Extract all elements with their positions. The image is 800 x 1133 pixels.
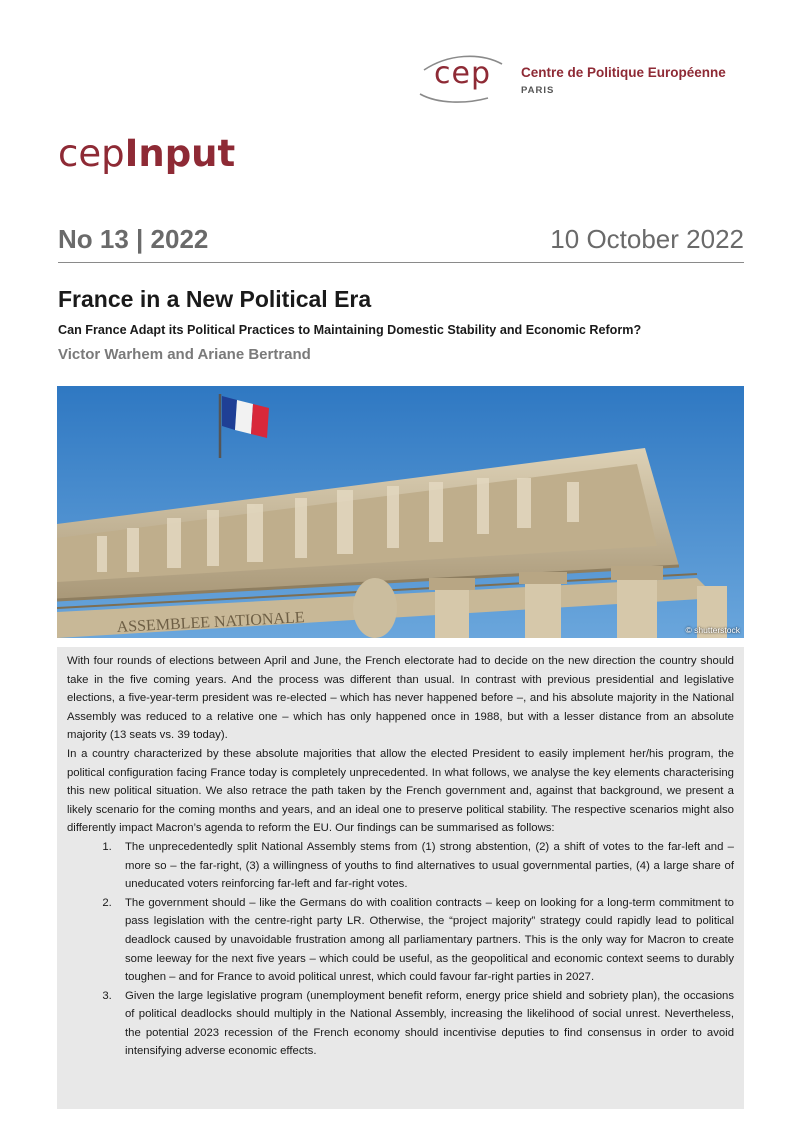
article-authors: Victor Warhem and Ariane Bertrand xyxy=(58,346,311,363)
issue-date: 10 October 2022 xyxy=(550,224,744,254)
brand-suffix: Input xyxy=(124,132,236,175)
inscription-text: ASSEMBLEE NATIONALE xyxy=(116,609,305,636)
hero-image xyxy=(57,386,744,638)
finding-item: 2. The government should – like the Germans do with coalition contracts – keep on looking for a long-term commitment to pass legislation with the centre-right party LR. Otherwise, the “project majority” strategy could rapidly lead to political deadlock caused by unavoidable frustration among all parliamentary partners. This is the only way for Macron to create some leeway for the next five years – which could be useful, as the geopolitical and economic context seems to durably toughen – and for France to avoid political unrest, which could favour far-right parties in 2027. xyxy=(115,894,734,987)
issue-number: No 13 | 2022 xyxy=(58,224,209,254)
findings-list xyxy=(67,838,734,1061)
org-name: Centre de Politique Européenne xyxy=(521,65,726,80)
brand-prefix: cep xyxy=(58,132,125,175)
finding-item: 1. The unprecedentedly split National Assembly stems from (1) strong abstention, (2) a shift of votes to the far-left and – more so – the far-right, (3) a willingness of youths to find alternatives to usual governmental parties, (4) a large share of uneducated voters reinforcing far-left and far-right votes. xyxy=(115,838,734,894)
assemblee-nationale-photo-icon xyxy=(57,386,744,638)
article-subtitle: Can France Adapt its Political Practices to Maintaining Domestic Stability and Economic Reform? xyxy=(58,323,642,337)
summary-paragraph: In a country characterized by these absolute majorities that allow the elected President to easily implement her/his program, the political configuration facing France today is completely unprecedented. In what follows, we analyse the key elements characterising this new political situation. We also retrace the path taken by the French government and, against that background, we present a likely scenario for the coming months and years, and an ideal one to preserve political stability. The respective scenarios might also differently impact Macron’s agenda to reform the EU. Our findings can be summarised as follows: xyxy=(67,747,734,835)
issue-row xyxy=(58,224,744,263)
logo-word: cep xyxy=(434,56,491,91)
org-city: PARIS xyxy=(521,85,555,96)
finding-item: 3. Given the large legislative program (unemployment benefit reform, energy price shield and sobriety plan), the occasions of political deadlocks should multiply in the National Assembly, increasing the likelihood of social unrest. Nevertheless, the potential 2023 recession of the French economy should incentivise deputies to find consensus in order to avoid intensifying adverse economic effects. xyxy=(115,987,734,1061)
publication-brand xyxy=(58,132,235,175)
summary-paragraph: With four rounds of elections between April and June, the French electorate had to decide on the new direction the country should take in the five coming years. And the process was different than usual. In contrast with previous presidential and legislative elections, a five-year-term president was re-elected – which has never happened before –, and his absolute majority in the National Assembly was reduced to a relative one – which has only happened once in 1988, but with a lesser distance from an absolute majority (13 seats vs. 39 today). xyxy=(67,655,734,742)
photo-credit: © shutterstock xyxy=(685,625,740,635)
cep-logo xyxy=(418,54,758,104)
article-title: France in a New Political Era xyxy=(58,286,372,312)
summary-box xyxy=(57,647,744,1109)
